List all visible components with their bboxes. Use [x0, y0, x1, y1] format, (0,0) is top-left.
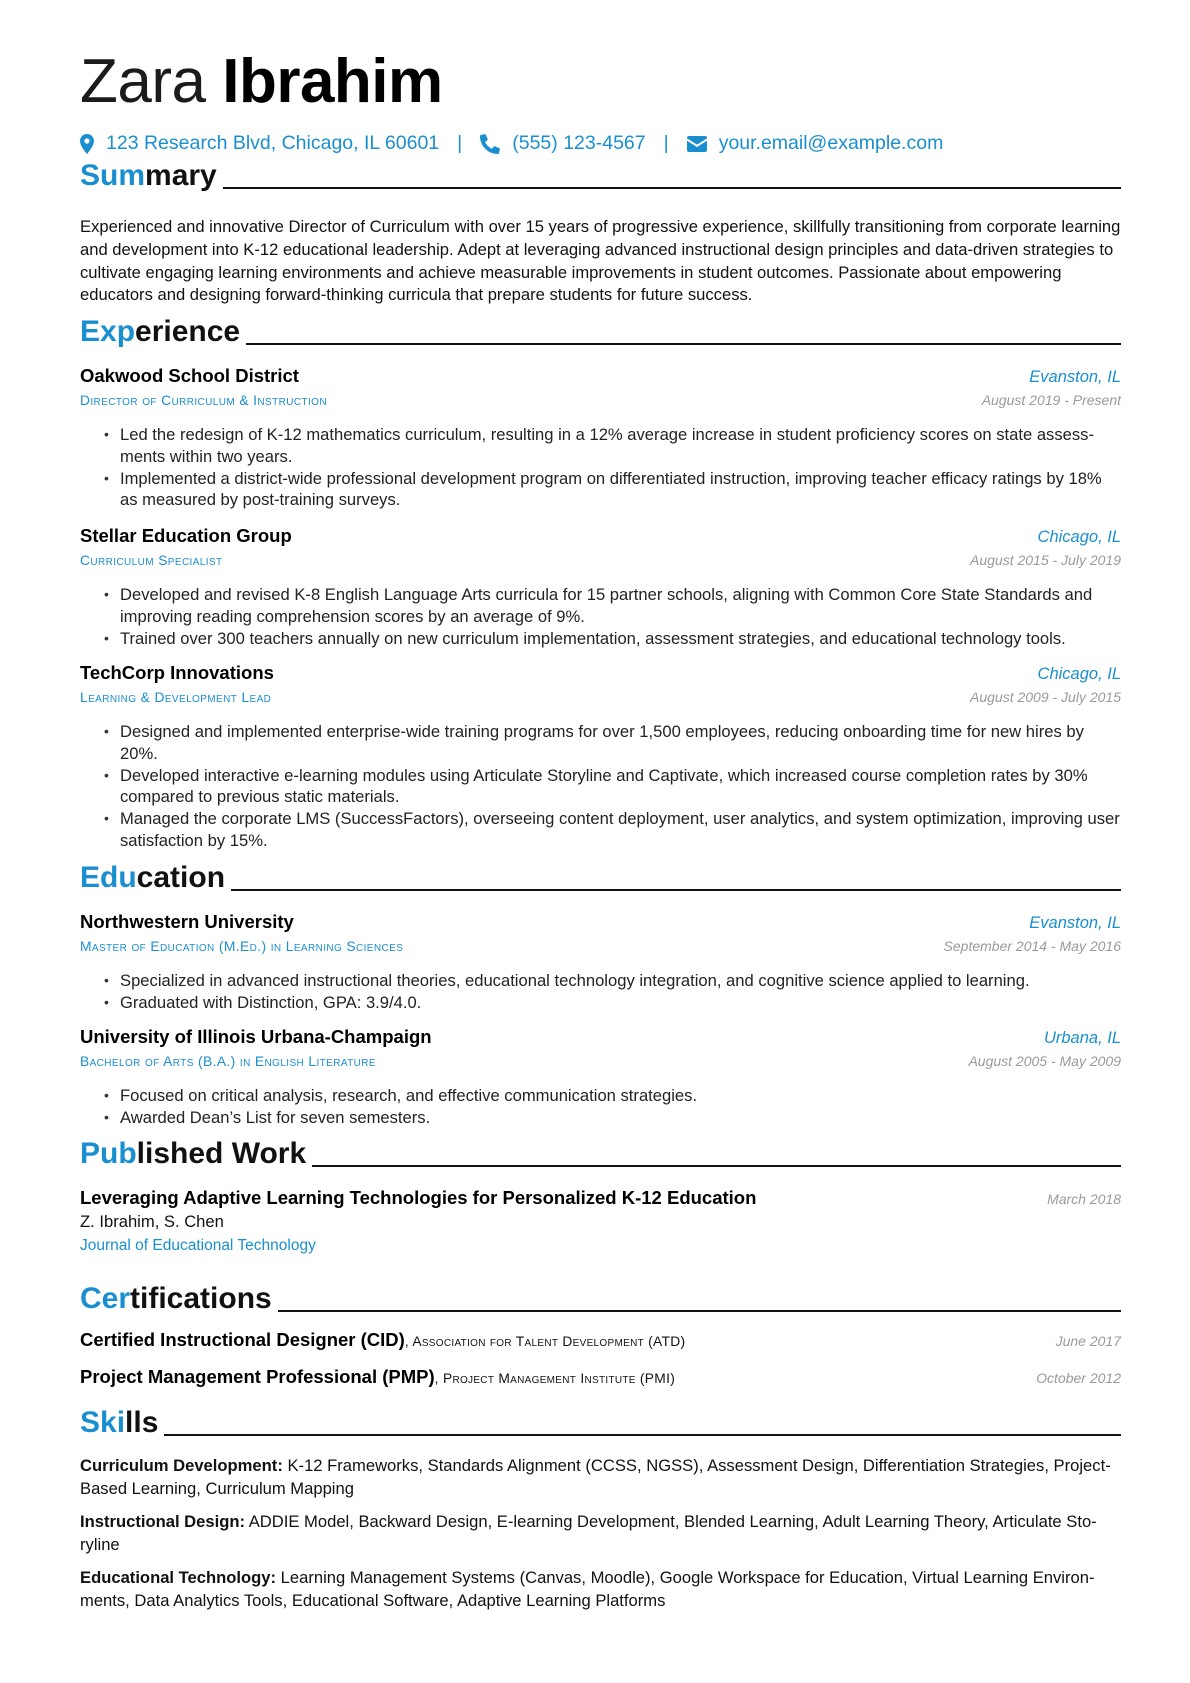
- certification-item: [80, 1366, 1121, 1388]
- school-name: Northwestern University: [80, 911, 294, 932]
- employer-name: Oakwood School District: [80, 365, 299, 386]
- education-entry: [80, 910, 1121, 957]
- certification-name: Project Management Professional (PMP): [80, 1366, 435, 1387]
- list-item: • Graduated with Distinction, GPA: 3.9/4.0.: [106, 992, 1121, 1014]
- list-item: • Led the redesign of K-12 mathematics curriculum, resulting in a 12% average increase in student proficiency scores on state assess-ments within two years.: [106, 424, 1121, 468]
- job-dates: August 2015 - July 2019: [970, 552, 1121, 568]
- section-divider: [278, 1310, 1121, 1312]
- job-dates: August 2019 - Present: [981, 392, 1121, 408]
- section-divider: [246, 343, 1121, 345]
- section-divider: [231, 889, 1121, 891]
- phone-text: (555) 123-4567: [512, 132, 646, 154]
- degree: Bachelor of Arts (B.A.) in English Literature: [80, 1054, 376, 1069]
- certifications-heading: Certifications: [80, 1282, 1121, 1316]
- published-work-heading: Published Work: [80, 1137, 1121, 1171]
- education-entry: [80, 1025, 1121, 1072]
- skill-category: Curriculum Development:: [80, 1456, 283, 1475]
- section-divider: [164, 1434, 1121, 1436]
- skill-list: ADDIE Model, Backward Design, E-learning Development, Blended Learning, Adult Learning Theory, Articulate Sto-ryline: [80, 1512, 1097, 1554]
- certification-date: October 2012: [1036, 1370, 1121, 1386]
- employer-name: Stellar Education Group: [80, 525, 292, 546]
- section-divider: [312, 1165, 1121, 1167]
- experience-bullets: [106, 721, 1121, 852]
- email-text: your.email@example.com: [718, 132, 944, 154]
- job-title: Director of Curriculum & Instruction: [80, 393, 327, 408]
- skills-heading: Skills: [80, 1406, 1121, 1440]
- education-dates: August 2005 - May 2009: [968, 1053, 1121, 1069]
- list-item: • Managed the corporate LMS (SuccessFactors), overseeing content deployment, user analytics, and system optimization, improving user satisfaction by 15%.: [106, 808, 1121, 852]
- education-bullets: [106, 1085, 1121, 1129]
- school-name: University of Illinois Urbana-Champaign: [80, 1026, 432, 1047]
- job-location: Chicago, IL: [1037, 665, 1121, 683]
- school-location: Urbana, IL: [1043, 1029, 1121, 1047]
- list-item: • Implemented a district-wide professional development program on differentiated instruction, improving teacher efficacy ratings by 18% as measured by post-training surveys.: [106, 468, 1121, 512]
- map-marker-icon: [80, 134, 94, 154]
- phone-item[interactable]: [480, 132, 645, 155]
- skill-group: [80, 1567, 1121, 1612]
- skill-list: Learning Management Systems (Canvas, Moodle), Google Workspace for Education, Virtual Learning Environ-ments, Data Analytics Tools, Educational Software, Adaptive Learning Platforms: [80, 1568, 1095, 1610]
- skill-group: [80, 1511, 1121, 1556]
- experience-entry: [80, 364, 1121, 411]
- phone-icon: [480, 134, 500, 154]
- email-item[interactable]: [687, 132, 944, 155]
- list-item: • Designed and implemented enterprise-wide training programs for over 1,500 employees, reducing onboarding time for new hires by 20%.: [106, 721, 1121, 765]
- experience-bullets: [106, 424, 1121, 511]
- last-name: Ibrahim: [222, 47, 443, 116]
- job-location: Chicago, IL: [1037, 528, 1121, 546]
- address-text: 123 Research Blvd, Chicago, IL 60601: [106, 132, 440, 154]
- certification-item: [80, 1329, 1121, 1351]
- contact-separator: |: [457, 132, 463, 154]
- skill-group: [80, 1455, 1121, 1500]
- publication-authors: Z. Ibrahim, S. Chen: [80, 1212, 224, 1231]
- publication-title: Leveraging Adaptive Learning Technologies for Personalized K-12 Education: [80, 1187, 757, 1208]
- experience-entry: [80, 524, 1121, 571]
- education-dates: September 2014 - May 2016: [943, 938, 1121, 954]
- list-item: • Awarded Dean’s List for seven semesters.: [106, 1107, 1121, 1129]
- job-title: Learning & Development Lead: [80, 690, 272, 705]
- experience-entry: [80, 661, 1121, 708]
- education-heading: Education: [80, 861, 1121, 895]
- certification-date: June 2017: [1055, 1333, 1121, 1349]
- contact-line: [80, 132, 943, 155]
- certification-issuer: , Association for Talent Development (ATD): [404, 1334, 686, 1349]
- candidate-name: [80, 44, 443, 120]
- list-item: • Focused on critical analysis, research, and effective communication strategies.: [106, 1085, 1121, 1107]
- experience-heading: Experience: [80, 315, 1121, 349]
- first-name: Zara: [80, 47, 206, 116]
- education-bullets: [106, 970, 1121, 1014]
- envelope-icon: [687, 136, 707, 152]
- section-divider: [223, 187, 1121, 189]
- skill-list: K-12 Frameworks, Standards Alignment (CCSS, NGSS), Assessment Design, Differentiation Strategies, Project-Based Learning, Curriculum Mapping: [80, 1456, 1111, 1498]
- summary-heading: Summary: [80, 159, 1121, 193]
- job-title: Curriculum Specialist: [80, 553, 223, 568]
- experience-bullets: [106, 584, 1121, 649]
- list-item: • Specialized in advanced instructional theories, educational technology integration, and cognitive science applied to learning.: [106, 970, 1121, 992]
- publication-date: March 2018: [1047, 1191, 1121, 1207]
- certification-name: Certified Instructional Designer (CID): [80, 1329, 405, 1350]
- list-item: • Developed interactive e-learning modules using Articulate Storyline and Captivate, which increased course completion rates by 30% compared to previous static materials.: [106, 765, 1121, 809]
- list-item: • Developed and revised K-8 English Language Arts curricula for 15 partner schools, aligning with Common Core State Standards and improving reading comprehension scores by an average of 9%.: [106, 584, 1121, 628]
- contact-separator: |: [663, 132, 669, 154]
- employer-name: TechCorp Innovations: [80, 662, 274, 683]
- job-dates: August 2009 - July 2015: [970, 689, 1121, 705]
- publication-entry: [80, 1186, 1121, 1257]
- address-item: [80, 132, 439, 155]
- degree: Master of Education (M.Ed.) in Learning Sciences: [80, 939, 404, 954]
- job-location: Evanston, IL: [1029, 368, 1121, 386]
- skill-category: Instructional Design:: [80, 1512, 246, 1531]
- school-location: Evanston, IL: [1029, 914, 1121, 932]
- list-item: • Trained over 300 teachers annually on new curriculum implementation, assessment strategies, and educational technology tools.: [106, 628, 1121, 650]
- summary-text: Experienced and innovative Director of Curriculum with over 15 years of progressive experience, skillfully transitioning from corporate learning and development into K-12 educational leadership. Adept at leveraging advanced instructional design principles and data-driven strategies to cultivate engaging learning environments and achieve measurable improvements in student outcomes. Passionate about empowering educators and designing forward-thinking curricula that prepare students for future success.: [80, 217, 1121, 305]
- certification-issuer: , Project Management Institute (PMI): [434, 1371, 676, 1386]
- skill-category: Educational Technology:: [80, 1568, 277, 1587]
- publication-journal: Journal of Educational Technology: [80, 1237, 316, 1254]
